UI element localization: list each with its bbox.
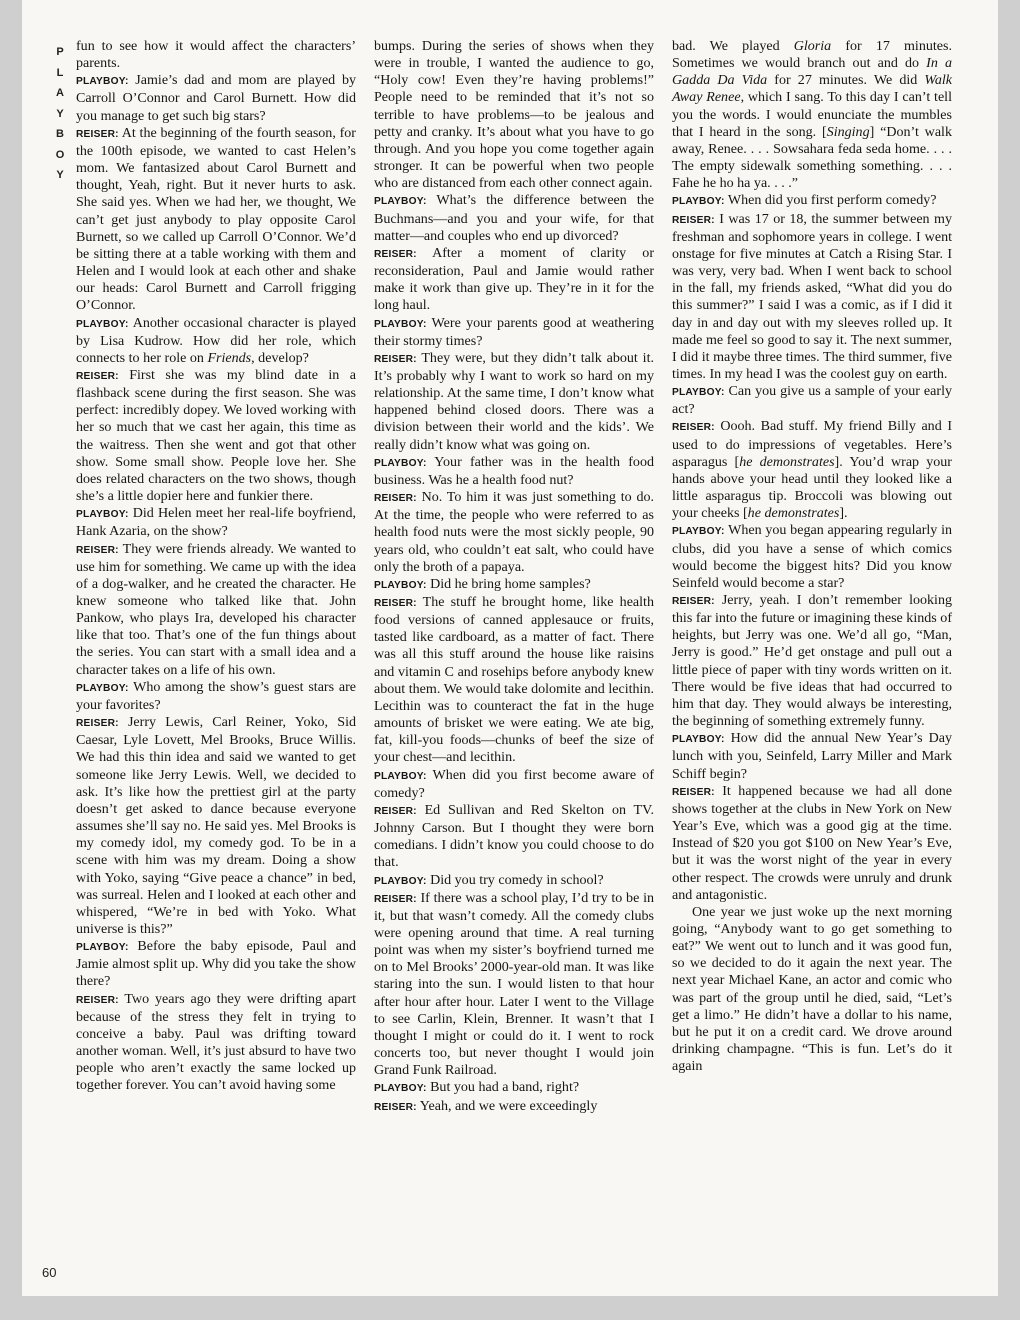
body-text: When did you first become aware of comedy? [374,766,654,801]
body-text: bumps. During the series of shows when they were in trouble, I wanted the audience to go, “Holy cow! Even they’re having problems!” People need to be reminded that it’s not so terrible to have problems—to be jealous and petty and cranky. It’s about what you have to go through. And you hope you come together again stronger. It can be powerful when two people who are distanced from each other connect again. [374,38,654,192]
speaker-label: REISER: [76,128,119,140]
paragraph [672,418,952,522]
speaker-label: PLAYBOY: [374,318,427,330]
speaker-label: REISER: [374,353,417,365]
paragraph [76,679,356,714]
body-text: They were, but they didn’t talk about it. It’s probably why I want to work so hard on my relationship. At the same time, I don’t know what happened behind closed doors. There was a division between their world and the kids’. We really didn’t know what was going on. [374,349,654,453]
body-text: Oooh. Bad stuff. My friend Billy and I used to do impressions of vegetables. Here’s asparagus [ [672,418,952,470]
body-text: Who among the show’s guest stars are your favorites? [76,678,356,713]
speaker-label: REISER: [672,422,715,434]
paragraph [374,872,654,890]
speaker-label: PLAYBOY: [374,1083,427,1095]
paragraph [374,315,654,350]
body-text: for 17 minutes. Sometimes we would branch out and do [672,38,952,72]
body-text: When you began appearing regularly in clubs, did you have a sense of which comics would become the biggest hits? Did you know Seinfeld would become a star? [672,522,952,591]
speaker-label: PLAYBOY: [374,770,427,782]
speaker-label: REISER: [374,493,417,505]
text-column-3 [672,38,952,1075]
paragraph [672,211,952,384]
paragraph [374,454,654,489]
body-text: fun to see how it would affect the characters’ parents. [76,38,356,72]
paragraph [76,991,356,1095]
speaker-label: REISER: [672,214,715,226]
body-text: , develop? [251,349,309,366]
speaker-label: PLAYBOY: [76,76,129,88]
speaker-label: REISER: [672,786,715,798]
body-text: I was 17 or 18, the summer between my freshman and sophomore years in college. I went onstage for five minutes at Catch a Rising Star. I was very, very bad. When I went back to school in the fall, my friends asked, “What did you do this summer?” I said I was a comic, as if I did it day in and day out with my sleeves rolled up. It made me feel so good to say it. The next summer, I did it maybe three times. The third summer, five times. In my head I was the coolest guy on earth. [672,210,952,382]
italic-text: Friends [207,349,252,366]
body-text: One year we just woke up the next morning going, “Anybody want to go get something to eat?” We went out to lunch and it was good fun, so we decided to do it again the next year. The next year Michael Kane, an actor and comic who was part of the group until he died, said, “Let’s get a limo.” He didn’t have a dollar to his name, but he put it on a credit card. We drove around drinking champagne. “This is fun. Let’s do it again [672,903,952,1075]
paragraph [374,767,654,802]
speaker-label: REISER: [374,248,417,260]
body-text: ]. [839,505,848,522]
body-text: If there was a school play, I’d try to be in it, but that wasn’t comedy. All the comedy clubs were opening around that time. A real turning point was when my sister’s boyfriend turned me on to Mel Brooks’ 2000-year-old man. It was like staring into the sun. I would listen to that hour after hour after hour. Later I went to the Village to see Carlin, Klein, Brenner. It wasn’t that I thought I might or could do it. I went to rock concerts too, but never thought I would join Grand Funk Railroad. [374,889,654,1079]
body-text: After a moment of clarity or reconsideration, Paul and Jamie would rather make it work than give up. They’re in it for the long haul. [374,244,654,314]
speaker-label: PLAYBOY: [672,526,725,538]
speaker-label: PLAYBOY: [672,734,725,746]
body-text: Can you give us a sample of your early act? [672,383,952,418]
body-text: for 27 minutes. We did [767,72,925,89]
body-text: How did the annual New Year’s Day lunch with you, Seinfeld, Larry Miller and Mark Schiff begin? [672,730,952,782]
paragraph [374,192,654,244]
paragraph [672,192,952,210]
speaker-label: PLAYBOY: [374,196,427,208]
paragraph [672,730,952,782]
body-text: They were friends already. We wanted to use him for something. We came up with the idea of a dog-walker, and he created the character. He knew someone who talked like that. John Pankow, who plays Ira, developed his character like that too. That’s one of the fun things about the series. You can start with a small idea and a character takes on a life of his own. [76,540,357,678]
body-text: Before the baby episode, Paul and Jamie almost split up. Why did you take the show there? [76,938,357,990]
paragraph [374,38,654,192]
speaker-label: PLAYBOY: [76,509,129,521]
paragraph [374,1098,654,1116]
speaker-label: PLAYBOY: [76,682,129,694]
italic-text: he demonstrates [739,453,835,470]
paragraph [76,125,356,315]
speaker-label: PLAYBOY: [374,579,427,591]
paragraph [374,245,654,315]
paragraph [76,714,356,938]
paragraph [76,38,356,72]
speaker-label: REISER: [76,370,119,382]
speaker-label: PLAYBOY: [374,875,427,887]
paragraph [672,592,952,730]
italic-text: Gloria [793,38,832,54]
paragraph [672,783,952,904]
speaker-label: PLAYBOY: [672,196,725,208]
speaker-label: REISER: [76,544,119,556]
paragraph [76,367,356,505]
speaker-label: REISER: [374,893,417,905]
text-column-1 [76,38,356,1095]
body-text: It happened because we had all done shows together at the clubs in New York on New Year’s Eve, which was a good gig at the time. Instead of $20 you got $100 on New Year’s Eve, but it was the worst night of the year in every other respect. The crowds were unruly and drunk and antagonistic. [672,782,953,903]
paragraph [76,315,356,367]
paragraph [374,594,654,767]
paragraph [76,541,356,679]
body-text: Were your parents good at weathering their stormy times? [374,314,654,349]
paragraph [374,576,654,594]
body-text: At the beginning of the fourth season, for the 100th episode, we wanted to cast Helen’s mom. We fantasized about Carol Burnett and thought, Yeah, right. But it never hurts to ask. She said yes. When we had her, we thought, We can’t get just anybody to play opposite Carol Burnett, so we called up Carroll O’Connor. We’d be sitting there at a table working with them and Helen and I would look at each other and shake our heads: Carol Burnett and Carroll frigging O’Connor. [76,124,356,314]
text-column-2 [374,38,654,1116]
body-text: ]. You’d wrap your hands above your head until they looked like a little asparagus tip. Broccoli was blowing out your cheeks [ [672,453,952,522]
paragraph [76,938,356,990]
body-text: Two years ago they were drifting apart because of the stress they felt in trying to conceive a baby. Paul was drifting toward another woman. Well, it’s just absurd to have two people who aren’t exactly the same locked up together forever. You can’t avoid having some [76,990,356,1094]
paragraph [76,505,356,540]
paragraph [374,802,654,872]
body-text: Jamie’s dad and mom are played by Carroll O’Connor and Carol Burnett. How did you manage to get such big stars? [76,72,356,124]
paragraph [374,489,654,576]
paragraph [672,383,952,418]
page-number: 60 [42,1265,57,1280]
body-text: Your father was in the health food business. Was he a health food nut? [374,453,654,488]
paragraph [374,350,654,454]
paragraph [672,38,952,192]
body-text: When did you first perform comedy? [727,192,937,209]
body-text: The stuff he brought home, like health food versions of canned applesauce or fruits, tasted like cardboard, as a matter of fact. There was all this stuff around the house like raisins and vitamin C and rosehips before anybody knew about them. We would take dolomite and lecithin. Lecithin was to counteract the fat in the huge amounts of brisket we were eating. We ate big, fat, kill-you foods—chunks of beef the size of your chest—and lecithin. [374,594,654,766]
body-text: No. To him it was just something to do. At the time, the people who were referred to as health food nuts were the most sickly people, 90 years old, who couldn’t eat salt, who could have only the broth of a papaya. [374,489,655,575]
body-text: bad. We played [672,38,794,54]
speaker-label: REISER: [672,596,715,607]
speaker-label: PLAYBOY: [76,318,129,330]
body-text: Ed Sullivan and Red Skelton on TV. Johnny Carson. But I thought they were born comedians. I didn’t know you could choose to do that. [374,801,654,871]
body-text: Jerry, yeah. I don’t remember looking this far into the future or imagining these kinds of heights, but Jerry was one. We’d all go, “Man, Jerry is good.” He’d get onstage and pull out a little piece of paper with tiny words written on it. There would be five ideas that had occurred to him that day. They would always be interesting, the beginning of something extremely funny. [672,592,952,730]
magazine-page [22,0,998,1296]
italic-text: he demonstrates [747,505,840,522]
speaker-label: REISER: [374,805,417,817]
speaker-label: PLAYBOY: [76,942,129,954]
body-text: ] “Don’t walk away, Renee. . . . Sowsahara feda seda home. . . . The empty sidewalk something something. . . . Fahe he ho ha ya. . . .” [672,123,952,192]
paragraph [76,72,356,124]
body-text: Another occasional character is played by Lisa Kudrow. How did her role, which connects to her role on [76,314,356,366]
italic-text: In a Gadda Da Vida [672,55,952,89]
italic-text: Walk Away Renee [672,72,952,106]
paragraph [672,522,952,592]
speaker-label: PLAYBOY: [672,387,725,399]
body-text: Did you try comedy in school? [430,871,604,888]
body-text: Did he bring home samples? [430,575,591,592]
italic-text: Singing [826,123,870,140]
body-text: What’s the difference between the Buchmans—and you and your wife, for that matter—and couples who end up divorced? [374,192,654,244]
body-text: Jerry Lewis, Carl Reiner, Yoko, Sid Caesar, Lyle Lovett, Mel Brooks, Bruce Willis. We had this thin idea and said we wanted to get someone like Jerry Lewis. Well, we decided to ask. It’s like how the prettiest girl at the party doesn’t get asked to dance because everyone assumes she’ll say no. He said yes. Mel Brooks is my comedy idol, my comedy god. To be in a scene with him was my dream. Doing a show with Yoko, saying “Give peace a chance” in bed, was surreal. Helen and I looked at each other and whispered, “We’re in bed with Yoko. What universe is this?” [76,714,357,937]
body-text: Yeah, and we were exceedingly [419,1097,598,1114]
speaker-label: REISER: [374,598,417,609]
paragraph [374,890,654,1080]
speaker-label: REISER: [76,718,119,730]
paragraph [374,1079,654,1097]
body-text: , which I sang. To this day I can’t tell you the words. I would enunciate the mumbles that I heard in the song. [ [672,89,952,140]
paragraph [672,904,952,1076]
body-text: First she was my blind date in a flashback scene during the first season. She was perfect: incredibly dopey. We loved working with her so much that we cast her again, this time as the waitress. Then she went and got that other show. Some small show. People love her. She does related characters on the two shows, though she’s a little dopier here and funkier there. [76,366,357,505]
speaker-label: REISER: [374,1101,417,1113]
speaker-label: PLAYBOY: [374,457,427,469]
running-head: P L A Y B O Y [55,46,65,181]
speaker-label: REISER: [76,994,119,1006]
body-text: But you had a band, right? [430,1079,580,1096]
body-text: Did Helen meet her real-life boyfriend, Hank Azaria, on the show? [76,505,356,540]
